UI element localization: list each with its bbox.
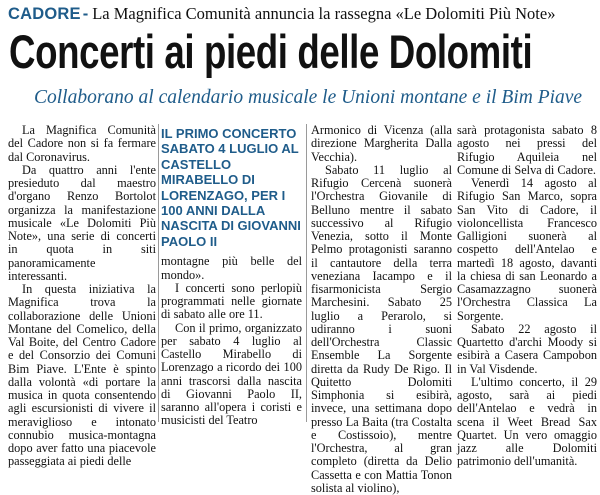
article-column-4 (457, 124, 597, 469)
paragraph: Da quattro anni l'ente presieduto dal maestro d'organo Renzo Bortolot organizza la manifestazione musicale «Le Dolomiti Più Note», una serie di concerti in quota in siti panoramicamente interessanti. (8, 162, 156, 283)
article-headline: Concerti ai piedi delle Dolomiti (9, 25, 533, 78)
paragraph: Sabato 22 agosto il Quartetto d'archi Moody si esibirà a Casera Campobon in Val Visdende. (457, 321, 597, 376)
paragraph: In questa iniziativa la Magnifica trova la collaborazione delle Unioni Montane del Comelico, della Val Boite, del Centro Cadore e del Consorzio dei Comuni Bim Piave. L'Ente è spinto dalla volontà «di portare la musica in quota consentendo agli escursionisti di vivere il meraviglioso e intonato connubio musica-montagna dopo aver fatto una piacevole passeggiata ai piedi delle (8, 282, 156, 469)
article-column-1 (8, 124, 156, 469)
column-divider (306, 124, 307, 422)
article-kicker (8, 4, 596, 24)
article-subhead: Collaborano al calendario musicale le Unioni montane e il Bim Piave (34, 87, 583, 108)
paragraph: Con il primo, organizzato per sabato 4 luglio al Castello Mirabello di Lorenzago a ricordo dei 100 anni trascorsi dalla nascita di Giovanni Paolo II, saranno all'opera i coristi e musicisti del Teatro (161, 320, 302, 428)
paragraph: I concerti sono perlopiù programmati nelle giornate di sabato alle ore 11. (161, 280, 302, 322)
article-column-3 (311, 124, 452, 495)
paragraph: sarà protagonista sabato 8 agosto nei pressi del Rifugio Aquileia nel Comune di Selva di Cadore. (457, 123, 597, 177)
column-divider (158, 124, 159, 422)
kicker-text: La Magnifica Comunità annuncia la rassegna «Le Dolomiti Più Note» (92, 4, 556, 23)
paragraph: Armonico di Vicenza (alla direzione Margherita Dalla Vecchia). (311, 123, 452, 164)
article-column-2 (161, 124, 302, 428)
paragraph: Sabato 11 luglio al Rifugio Cercenà suonerà l'Orchestra Giovanile di Belluno mentre il sabato successivo al Rifugio Venezia, sotto il Monte Pelmo protagonisti saranno il cantautore della terra veneziana Iacampo e il fisarmonicista Sergio Marchesini. Sabato 25 luglio a Perarolo, si udiranno i suoni dell'Orchestra Classic Ensemble La Sorgente diretta da Rudy De Rigo. Il Quitetto Dolomiti Simphonia si esibirà, invece, una settimana dopo presso La Baita (tra Costalta e Costissoio), mentre l'Orchestra, al gran completo (diretta da Delio Cassetta e con Mattia Tonon solista al violino), (311, 162, 452, 495)
highlight-box: IL PRIMO CONCERTO SABATO 4 LUGLIO AL CASTELLO MIRABELLO DI LORENZAGO, PER I 100 ANNI DALLA NASCITA DI GIOVANNI PAOLO II (161, 126, 301, 249)
kicker-tag: CADORE (8, 5, 81, 23)
paragraph: Venerdì 14 agosto al Rifugio San Marco, sopra San Vito di Cadore, il violoncellista Francesco Galligioni suonerà al cospetto dell'Antelao e martedì 18 agosto, davanti la chiesa di san Leonardo a Casamazzagno suonerà l'Orchestra Classica La Sorgente. (457, 176, 597, 323)
paragraph: La Magnifica Comunità del Cadore non si fa fermare dal Coronavirus. (8, 123, 156, 164)
paragraph: L'ultimo concerto, il 29 agosto, sarà ai piedi dell'Antelao e vedrà in scena il Weet Bread Sax Quartet. Un vero omaggio jazz alle Dolomiti patrimonio dell'umanità. (457, 374, 597, 469)
paragraph: montagne più belle del mondo». (161, 254, 302, 282)
kicker-separator: - (82, 5, 89, 23)
